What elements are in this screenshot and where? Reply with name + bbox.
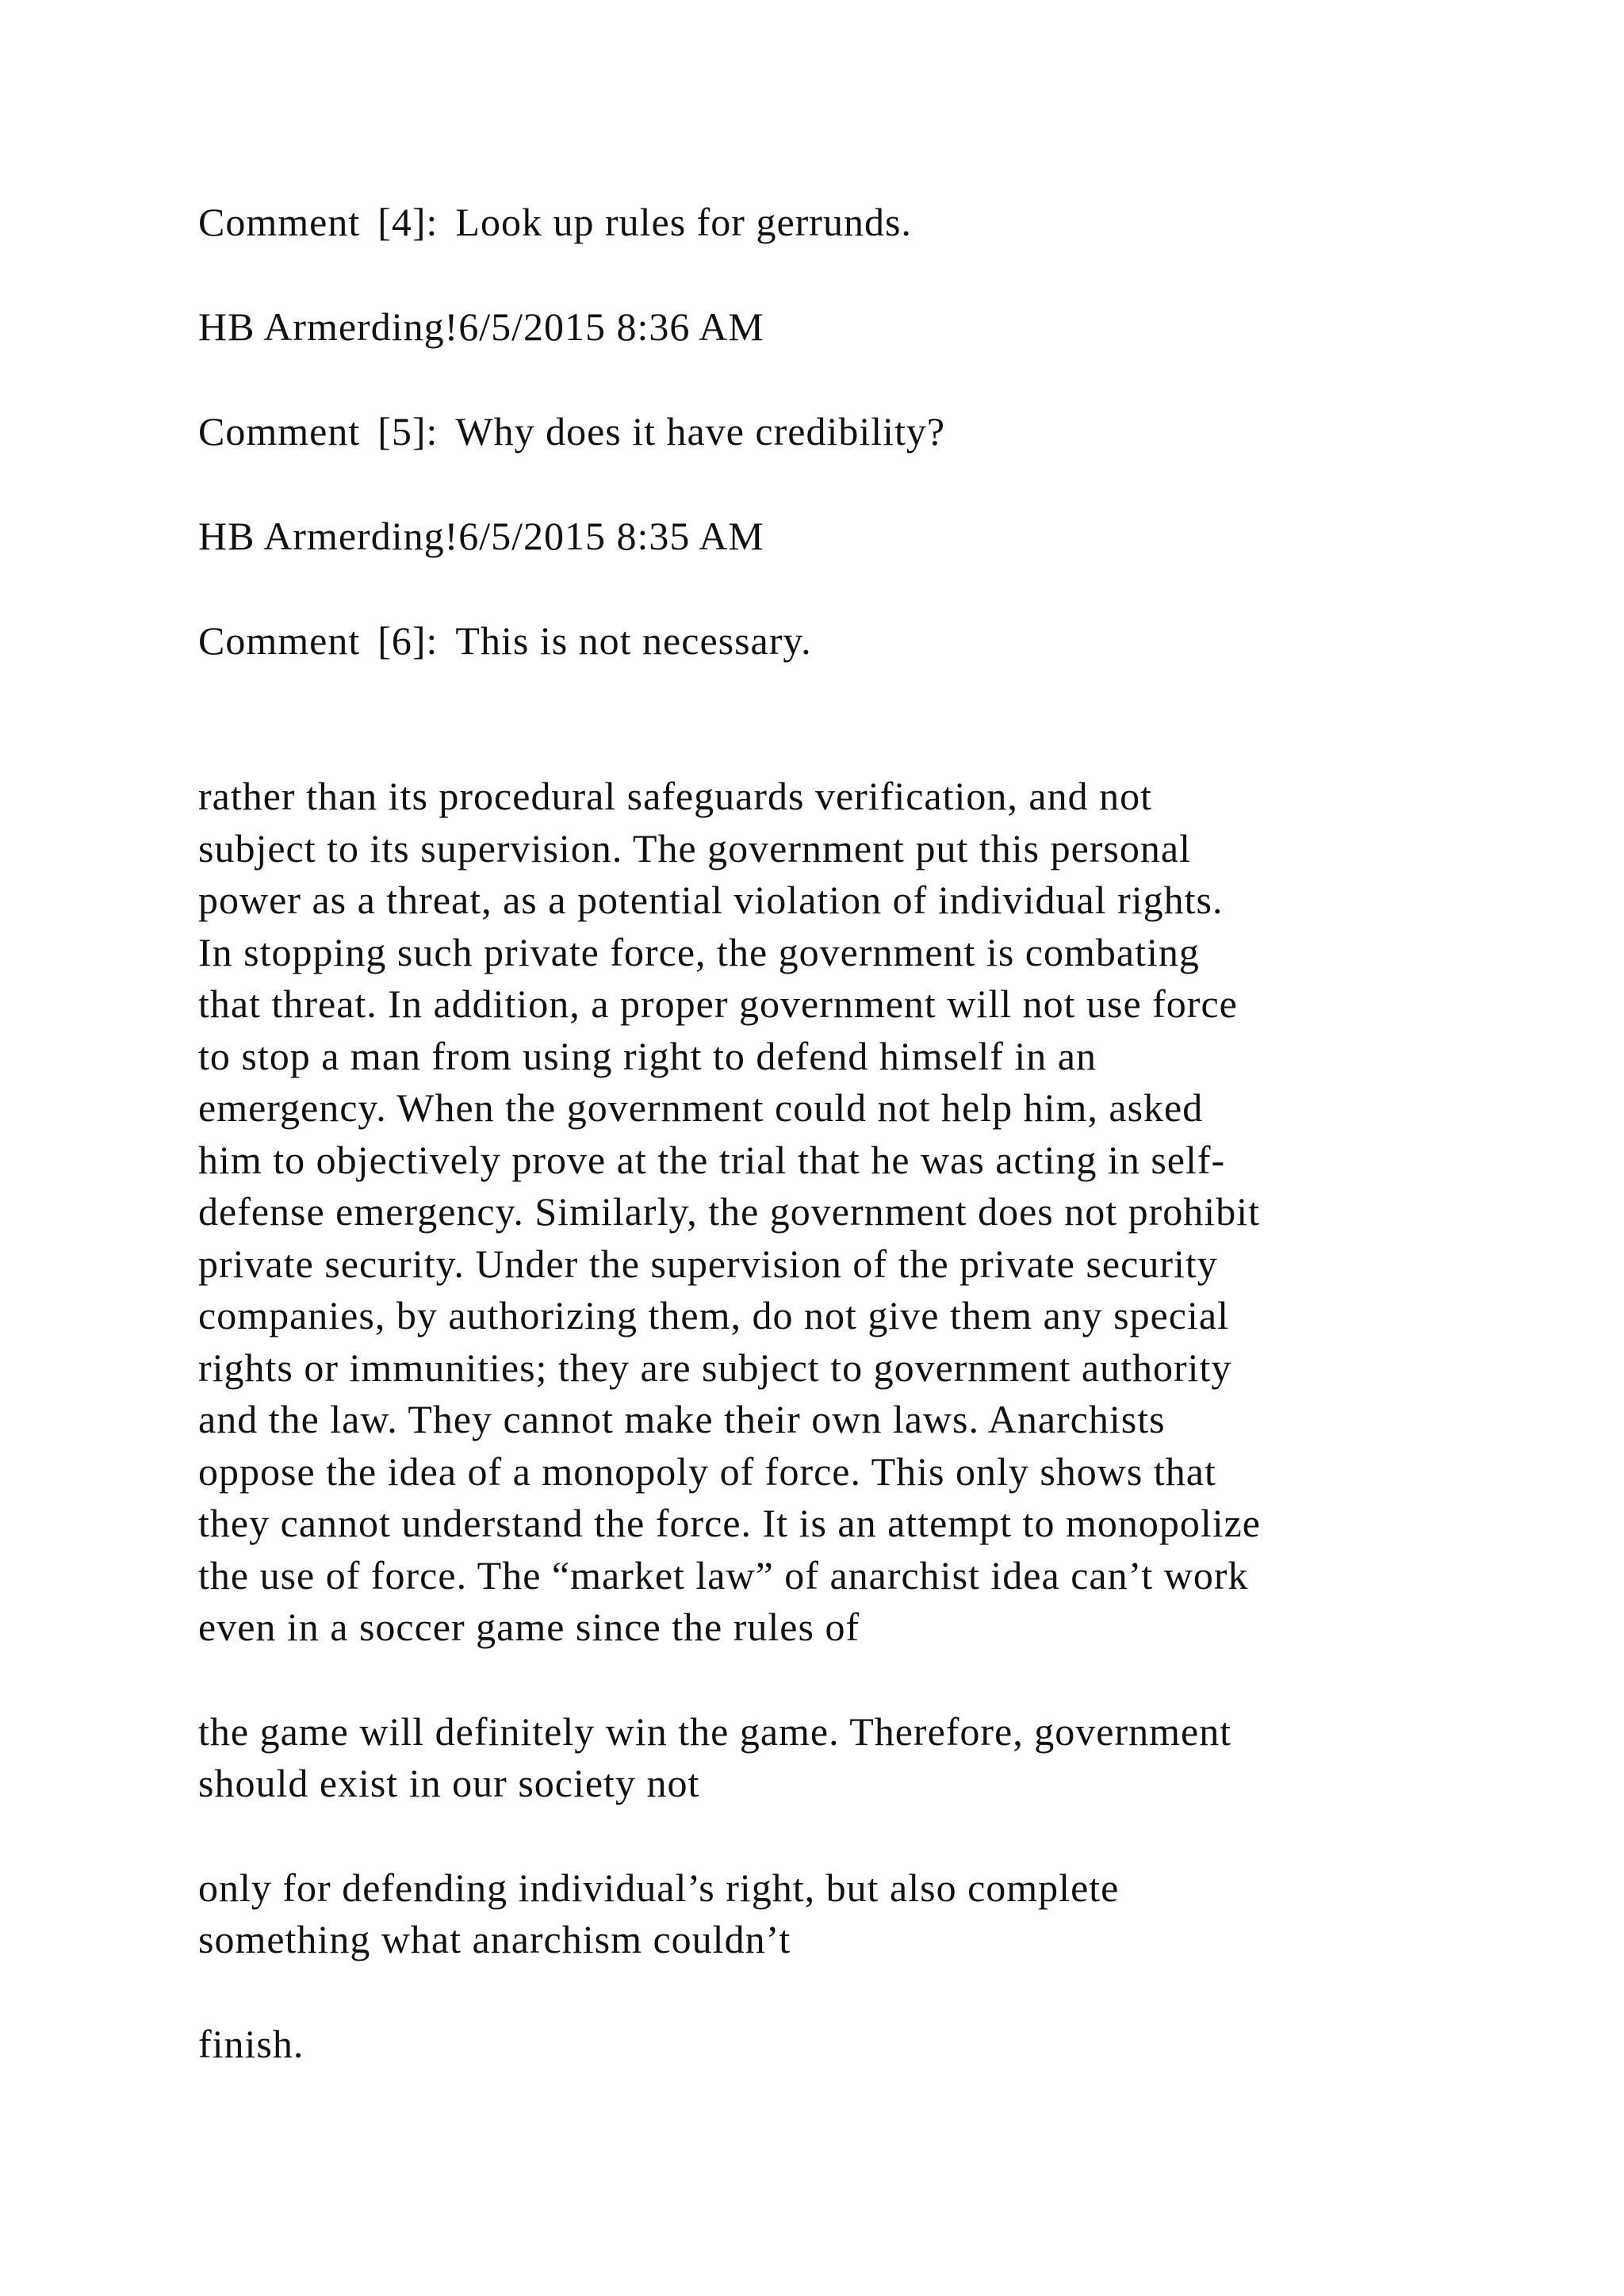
paragraph [198,2019,1467,2071]
comment-text: Why does it have credibility? [455,409,946,453]
text-line: should exist in our society not [198,1761,700,1805]
text-line: power as a threat, as a potential violation of individual rights. [198,878,1224,922]
comment-list [198,198,1467,721]
comment-6 [198,617,1467,664]
comment-label: Comment [198,618,361,663]
comment-author-line: HB Armerding!6/5/2015 8:35 AM [198,514,764,558]
paragraph [198,1706,1467,1810]
text-line: the use of force. The “market law” of anarchist idea can’t work [198,1552,1249,1598]
comment-index: [4]: [377,200,439,244]
paragraph [198,1862,1467,1966]
text-line: In stopping such private force, the government is combating [198,929,1200,974]
text-line: oppose the idea of a monopoly of force. This only shows that [198,1448,1216,1494]
comment-text: This is not necessary. [455,618,812,663]
text-line: subject to its supervision. The government put this personal [198,825,1191,871]
text-line: only for defending individual’s right, but also complete [198,1865,1120,1910]
text-line: finish. [198,2021,304,2066]
comment-author-line: HB Armerding!6/5/2015 8:36 AM [198,304,764,349]
text-line: defense emergency. Similarly, the government does not prohibit [198,1189,1260,1234]
comment-4 [198,198,1467,246]
paragraph [198,771,1467,1654]
text-line: companies, by authorizing them, do not give them any special [198,1293,1229,1337]
text-line: emergency. When the government could not help him, asked [198,1085,1204,1130]
text-line: the game will definitely win the game. Therefore, government [198,1709,1232,1754]
text-line: they cannot understand the force. It is an attempt to monopolize [198,1501,1262,1545]
text-line: rather than its procedural safeguards verification, and not [198,774,1152,818]
comment-text: Look up rules for gerrunds. [455,200,912,244]
comment-index: [6]: [377,618,439,663]
comment-label: Comment [198,200,361,244]
text-line: something what anarchism couldn’t [198,1917,791,1961]
text-line: him to objectively prove at the trial that he was acting in self- [198,1137,1226,1182]
comment-label: Comment [198,409,361,453]
comment-index: [5]: [377,409,439,453]
comment-5 [198,408,1467,455]
text-line: even in a soccer game since the rules of [198,1605,860,1649]
text-line: rights or immunities; they are subject to government authority [198,1345,1232,1390]
text-line: to stop a man from using right to defend himself in an [198,1033,1097,1078]
text-line: and the law. They cannot make their own laws. Anarchists [198,1397,1166,1441]
text-line: that threat. In addition, a proper government will not use force [198,982,1238,1026]
body-text [198,771,1467,2122]
text-line: private security. Under the supervision of the private security [198,1241,1218,1286]
document-page [198,0,1467,2296]
